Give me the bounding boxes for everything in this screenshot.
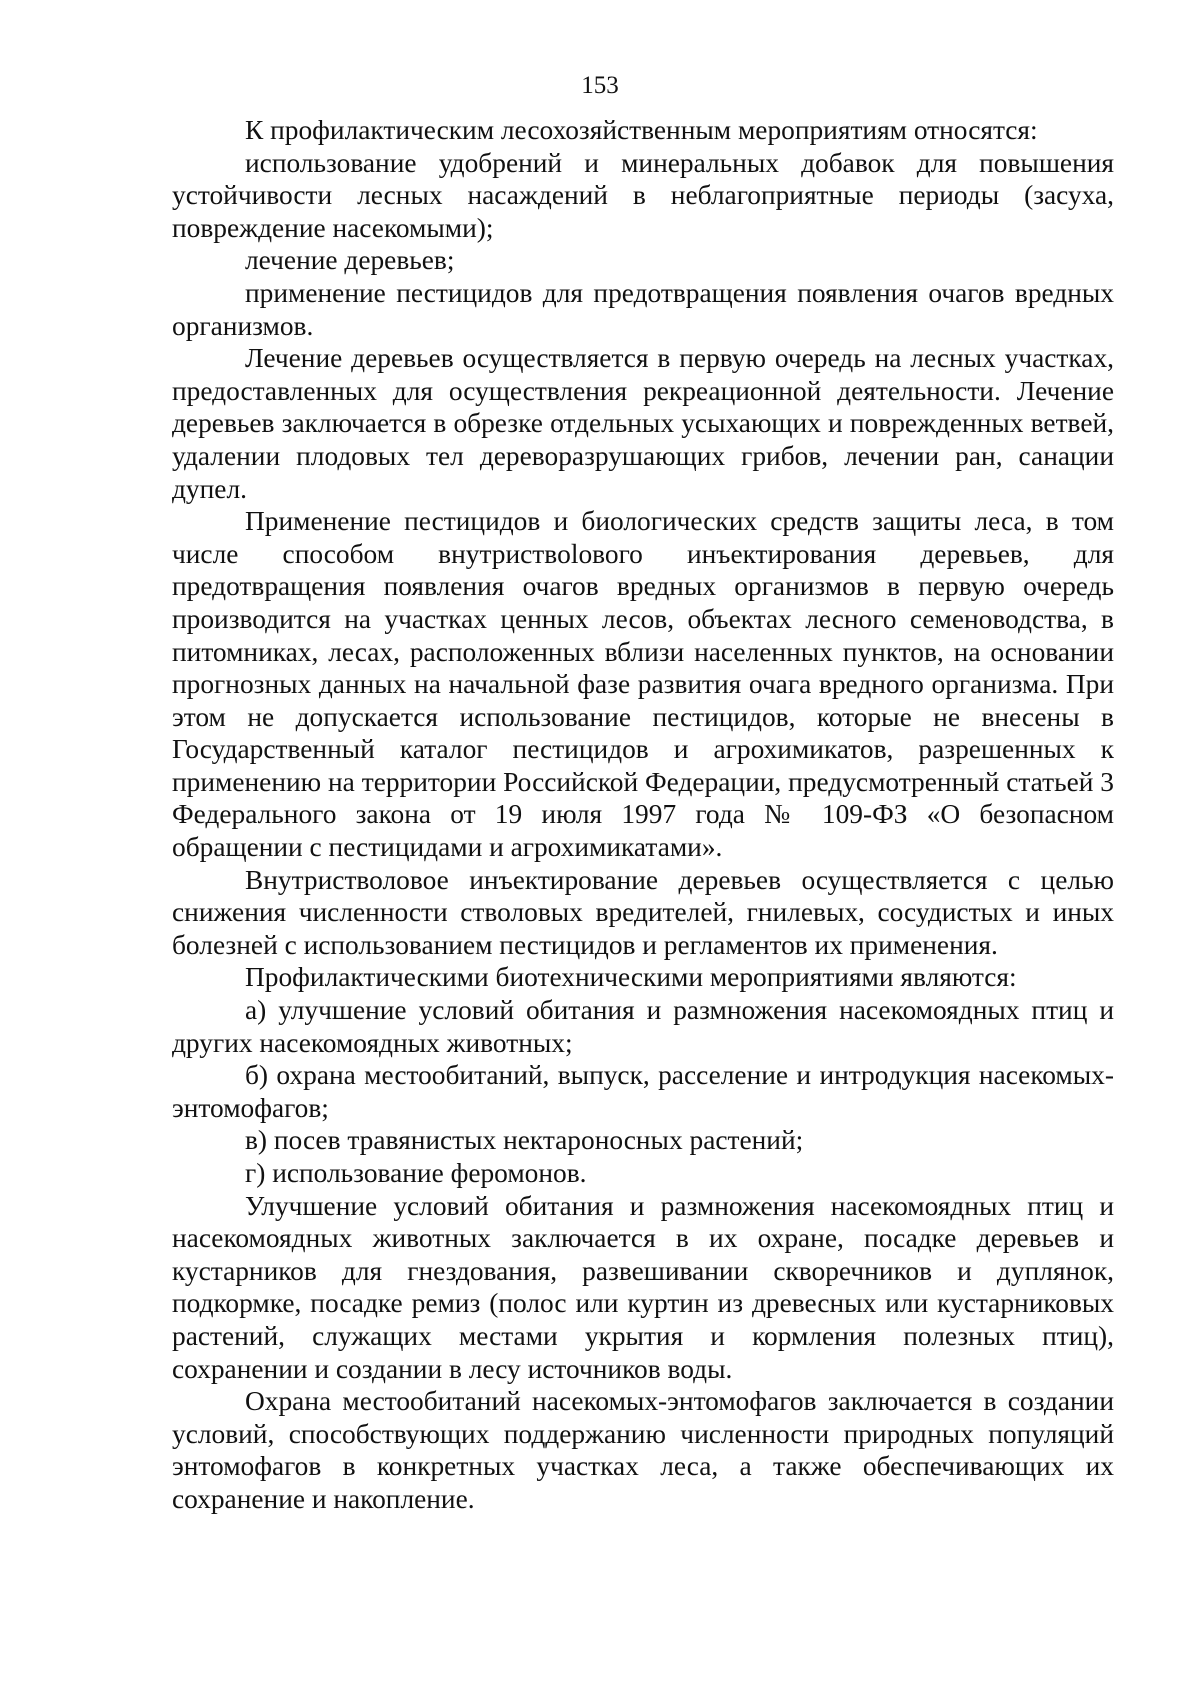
paragraph: Внутристволовое инъектирование деревьев осуществляется с целью снижения численности стволовых вредителей, гнилевых, сосудистых и иных болезней с использованием пестицидов и регламентов их применения. [172,864,1114,960]
paragraph: лечение деревьев; [245,245,455,276]
paragraph: а) улучшение условий обитания и размножения насекомоядных птиц и других насекомоядных животных; [172,995,1114,1058]
paragraph: Лечение деревьев осуществляется в первую очередь на лесных участках, предоставленных для осуществления рекреационной деятельности. Лечение деревьев заключается в обрезке отдельных усыхающих и поврежденных ветвей, удалении плодовых тел дереворазрушающих грибов, лечении ран, санации дупел. [172,343,1114,504]
paragraph: г) использование феромонов. [245,1158,587,1188]
paragraph: Профилактическими биотехническими мероприятиями являются: [245,962,1017,993]
document-body [172,114,1114,1516]
paragraph: б) охрана местообитаний, выпуск, расселение и интродукция насекомых-энтомофагов; [172,1060,1114,1123]
paragraph: Применение пестицидов и биологических средств защиты леса, в том числе способом внутриствolового инъектирования деревьев, для предотвращения появления очагов вредных организмов в первую очередь производится на участках ценных лесов, объектах лесного семеноводства, в питомниках, лесах, расположенных вблизи населенных пунктов, на основании прогнозных данных на начальной фазе развития очага вредного организма. При этом не допускается использование пестицидов, которые не внесены в Государственный каталог пестицидов и агрохимикатов, разрешенных к применению на территории Российской Федерации, предусмотренный статьей 3 Федерального закона от 19 июля 1997 года № 109-ФЗ «О безопасном обращении с пестицидами и агрохимикатами». [172,506,1114,863]
paragraph: К профилактическим лесохозяйственным мероприятиям относятся: [245,115,1038,145]
paragraph: в) посев травянистых нектароносных растений; [245,1125,804,1156]
paragraph: Охрана местообитаний насекомых-энтомофагов заключается в создании условий, способствующих поддержанию численности природных популяций энтомофагов в конкретных участках леса, а также обеспечивающих их сохранение и накопление. [172,1386,1114,1514]
paragraph: использование удобрений и минеральных добавок для повышения устойчивости лесных насаждений в неблагоприятные периоды (засуха, повреждение насекомыми); [172,147,1114,243]
paragraph: применение пестицидов для предотвращения появления очагов вредных организмов. [172,277,1114,341]
paragraph: Улучшение условий обитания и размножения насекомоядных птиц и насекомоядных животных заключается в их охране, посадке деревьев и кустарников для гнездования, развешивании скворечников и дуплянок, подкормке, посадке ремиз (полос или куртин из древесных или кустарниковых растений, служащих местами укрытия и кормления полезных птиц), сохранении и создании в лесу источников воды. [172,1190,1114,1384]
page-number: 153 [581,72,619,99]
